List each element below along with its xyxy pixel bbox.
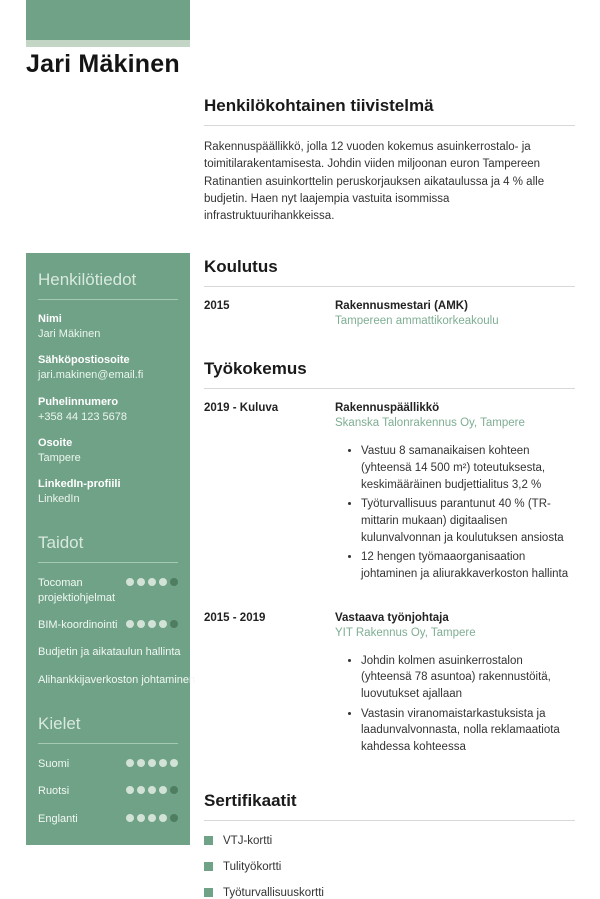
education-entry	[204, 300, 575, 327]
level-dot	[137, 620, 145, 628]
level-dot	[170, 814, 178, 822]
level-dot	[126, 759, 134, 767]
languages-section	[38, 714, 178, 826]
level-dot	[159, 620, 167, 628]
languages-title: Kielet	[38, 714, 178, 744]
skill-item	[38, 618, 178, 632]
level-dot	[170, 578, 178, 586]
personal-field-phone	[38, 396, 178, 424]
entry-company: Skanska Talonrakennus Oy, Tampere	[335, 417, 525, 430]
level-dot	[137, 759, 145, 767]
experience-entry	[204, 612, 575, 759]
achievement-item: • Vastuu 8 samanaikaisen kohteen (yhteensä 14 500 m²) toteutuksesta, keskimääräinen budjettialitus 3,2 %	[361, 443, 575, 493]
personal-field-name	[38, 313, 178, 341]
language-item	[38, 757, 178, 771]
education-section	[204, 249, 575, 327]
entry-period: 2019 - Kuluva	[204, 402, 279, 415]
field-value: +358 44 123 5678	[38, 410, 128, 423]
level-dot	[126, 620, 134, 628]
level-dot	[159, 786, 167, 794]
level-dot	[137, 814, 145, 822]
certificate-label: Työturvallisuuskortti	[223, 886, 324, 899]
level-dot	[159, 578, 167, 586]
level-dot	[148, 786, 156, 794]
language-item	[38, 784, 178, 798]
level-dot	[148, 620, 156, 628]
entry-period: 2015	[204, 300, 230, 313]
summary-title: Henkilökohtainen tiivistelmä	[204, 96, 575, 126]
level-dot	[148, 759, 156, 767]
achievement-item: • Työturvallisuus parantunut 40 % (TR-mittarin mukaan) digitaalisen kulunvalvonnan ja koulutuksen ansiosta	[361, 496, 575, 546]
certificate-label: VTJ-kortti	[223, 834, 273, 847]
language-label: Ruotsi	[38, 785, 70, 798]
language-level-dots	[126, 759, 178, 767]
education-title: Koulutus	[204, 249, 575, 287]
level-dot	[170, 786, 178, 794]
language-label: Suomi	[38, 757, 70, 770]
personal-info-section	[38, 270, 178, 506]
level-dot	[137, 786, 145, 794]
language-item	[38, 812, 178, 826]
header-accent-bar	[26, 0, 190, 40]
level-dot	[159, 759, 167, 767]
skill-label: BIM-koordinointi	[38, 619, 118, 632]
experience-section	[204, 351, 575, 758]
entry-degree: Rakennusmestari (AMK)	[335, 300, 468, 313]
level-dot	[126, 814, 134, 822]
level-dot	[126, 578, 134, 586]
certificate-bullet-icon	[204, 888, 213, 897]
skill-level-dots	[126, 578, 178, 586]
summary-text: Rakennuspäällikkö, jolla 12 vuoden kokemus asuinkerrostalo- ja toimitilarakentamisesta. Johdin viiden miljoonan euron Tampereen Ratinantien asuinkorttelin peruskorjauksen aikataulussa ja 4 % alle budjetin. Haen nyt laajempia vastuita isommissa infrastruktuurihankkeissa.	[204, 141, 545, 222]
certificates-title: Sertifikaatit	[204, 783, 575, 821]
level-dot	[126, 786, 134, 794]
entry-role: Vastaava työnjohtaja	[335, 611, 449, 624]
experience-entry	[204, 402, 575, 585]
field-label: Osoite	[38, 436, 73, 449]
level-dot	[148, 814, 156, 822]
personal-field-address	[38, 437, 178, 465]
certificate-label: Tulityökortti	[223, 860, 282, 873]
personal-field-email	[38, 354, 178, 382]
skill-item	[38, 645, 181, 659]
language-level-dots	[126, 786, 178, 794]
certificate-item	[204, 835, 575, 847]
skill-item	[38, 673, 196, 687]
main-content	[204, 96, 575, 899]
header-accent-strip	[26, 40, 190, 47]
certificate-bullet-icon	[204, 836, 213, 845]
summary-section	[204, 96, 575, 225]
field-value: jari.makinen@email.fi	[38, 369, 144, 382]
level-dot	[170, 759, 178, 767]
entry-achievements	[335, 443, 575, 582]
entry-period: 2015 - 2019	[204, 611, 266, 624]
level-dot	[137, 578, 145, 586]
entry-company: YIT Rakennus Oy, Tampere	[335, 626, 476, 639]
skill-label: Tocoman projektiohjelmat	[38, 577, 116, 604]
field-label: Sähköpostiosoite	[38, 354, 130, 367]
experience-title: Työkokemus	[204, 351, 575, 389]
field-value: Tampere	[38, 451, 81, 464]
level-dot	[170, 620, 178, 628]
field-value: LinkedIn	[38, 493, 80, 506]
field-label: Nimi	[38, 313, 62, 325]
certificate-bullet-icon	[204, 862, 213, 871]
achievement-item: • 12 hengen työmaaorganisaation johtaminen ja aliurakkaverkoston hallinta	[361, 549, 575, 582]
certificate-item	[204, 887, 575, 899]
sidebar	[26, 253, 196, 845]
certificates-section	[204, 783, 575, 899]
skill-item	[38, 576, 178, 605]
entry-role: Rakennuspäällikkö	[335, 402, 440, 415]
language-level-dots	[126, 814, 178, 822]
level-dot	[159, 814, 167, 822]
personal-field-linkedin	[38, 478, 178, 506]
page-title: Jari Mäkinen	[26, 50, 180, 78]
certificate-item	[204, 861, 575, 873]
field-value: Jari Mäkinen	[38, 328, 101, 340]
personal-info-title: Henkilötiedot	[38, 270, 178, 300]
achievement-item: • Johdin kolmen asuinkerrostalon (yhteensä 78 asuntoa) rakennustöitä, luovutukset ajallaan	[361, 653, 575, 703]
skill-level-dots	[126, 620, 178, 628]
entry-achievements	[335, 653, 575, 756]
entry-school: Tampereen ammattikorkeakoulu	[335, 315, 499, 328]
level-dot	[148, 578, 156, 586]
language-label: Englanti	[38, 812, 78, 825]
skill-label: Alihankkijaverkoston johtaminen	[38, 673, 196, 686]
field-label: LinkedIn-profiili	[38, 478, 121, 491]
achievement-item: • Vastasin viranomaistarkastuksista ja laadunvalvonnasta, nolla reklamaatiota kahdessa kohteessa	[361, 706, 575, 756]
skills-title: Taidot	[38, 533, 178, 563]
skills-section	[38, 533, 196, 686]
skill-label: Budjetin ja aikataulun hallinta	[38, 646, 181, 659]
field-label: Puhelinnumero	[38, 395, 119, 408]
